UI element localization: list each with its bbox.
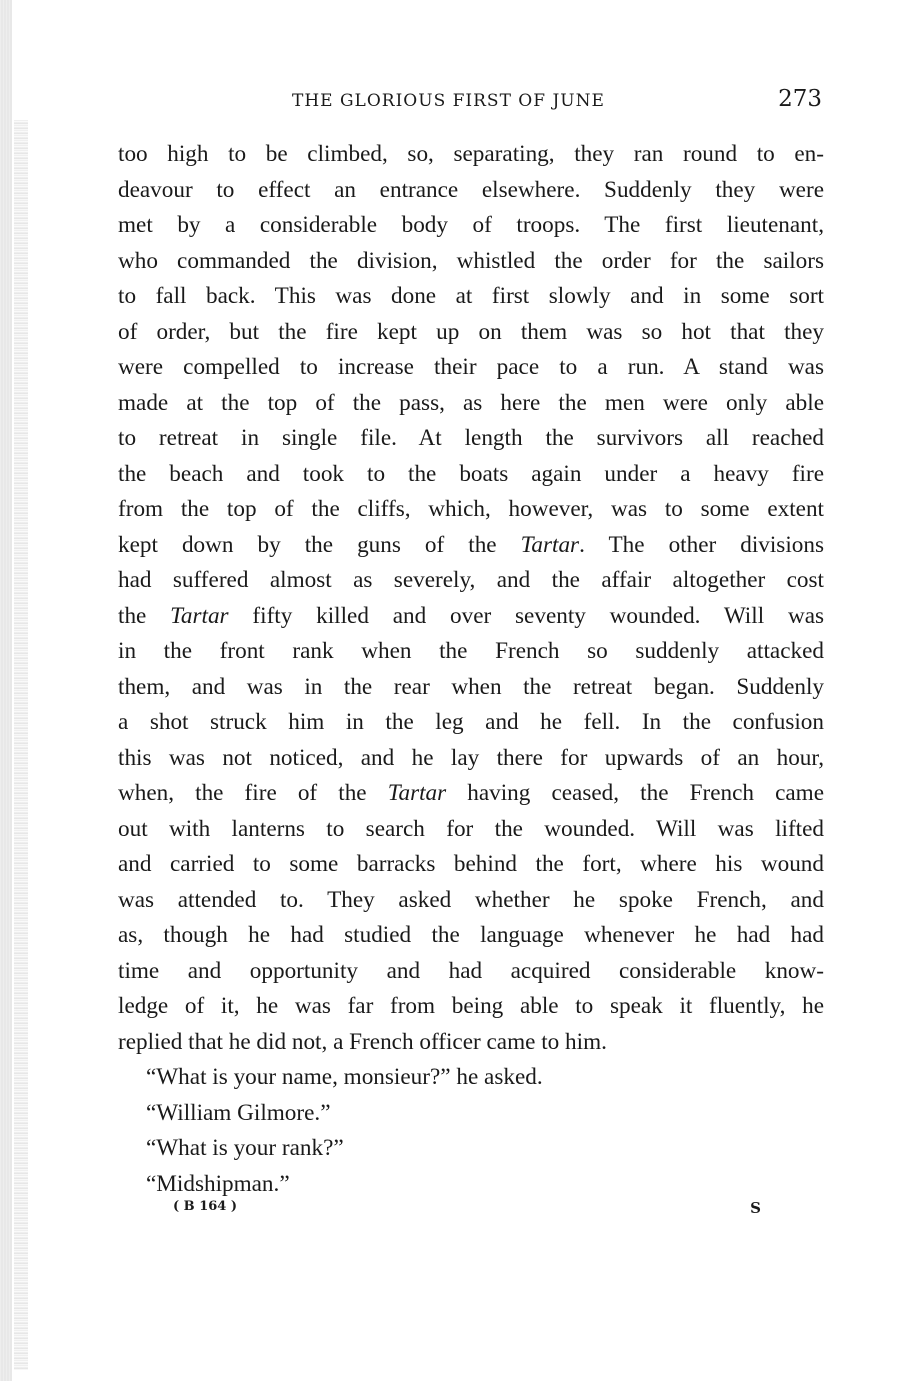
page-number: 273 (778, 86, 822, 112)
dialogue-line: “What is your rank?” (146, 1135, 344, 1161)
text-line: who commanded the division, whistled the order for the sailors (118, 247, 824, 274)
ship-name: Tartar (387, 780, 447, 806)
text-line: from the top of the cliffs, which, however, was to some extent (118, 496, 824, 522)
dialogue-line: “What is your name, monsieur?” he asked. (146, 1064, 543, 1090)
text-line: deavour to effect an entrance elsewhere. Suddenly they were (118, 176, 824, 203)
ship-name: Tartar (520, 531, 580, 558)
body-text (118, 137, 824, 1202)
text-line: met by a considerable body of troops. The first lieutenant, (118, 212, 824, 238)
text-line: out with lanterns to search for the wounded. Will was lifted (118, 815, 824, 842)
text-line: a shot struck him in the leg and he fell. In the confusion (118, 709, 824, 735)
text-line: when, the fire of the Tartar having ceased, the French came (118, 780, 824, 806)
text-line: of order, but the fire kept up on them was so hot that they (118, 318, 824, 345)
text-line: to retreat in single file. At length the survivors all reached (118, 425, 824, 451)
text-line: ledge of it, he was far from being able to speak it fluently, he (118, 993, 824, 1019)
text-line: made at the top of the pass, as here the men were only able (118, 389, 824, 416)
page-header (118, 86, 822, 118)
sheet-mark: S (750, 1199, 761, 1217)
printer-signature: ( B 164 ) (173, 1199, 238, 1214)
binding-edge-shadow (0, 0, 12, 1381)
text-line: to fall back. This was done at first slowly and in some sort (118, 283, 824, 309)
text-line: as, though he had studied the language whenever he had had (118, 922, 824, 948)
text-line: too high to be climbed, so, separating, they ran round to en- (118, 141, 824, 167)
ship-name: Tartar (170, 602, 229, 629)
binding-edge-texture (14, 120, 28, 1370)
text-line: were compelled to increase their pace to a run. A stand was (118, 354, 824, 380)
text-line: this was not noticed, and he lay there for upwards of an hour, (118, 744, 824, 771)
text-line: was attended to. They asked whether he spoke French, and (118, 886, 824, 913)
text-line: the Tartar fifty killed and over seventy wounded. Will was (118, 602, 825, 629)
page-footer (173, 1199, 761, 1219)
text-line: time and opportunity and had acquired considerable know- (118, 957, 824, 984)
text-line: them, and was in the rear when the retreat began. Suddenly (118, 673, 824, 700)
text-line: had suffered almost as severely, and the affair altogether cost (118, 567, 824, 593)
dialogue-line: “Midshipman.” (146, 1170, 290, 1197)
running-head: THE GLORIOUS FIRST OF JUNE (292, 91, 605, 111)
dialogue-line: “William Gilmore.” (146, 1099, 331, 1126)
text-line: the beach and took to the boats again under a heavy fire (118, 460, 824, 487)
text-line: kept down by the guns of the Tartar. The other divisions (118, 531, 824, 558)
text-line: in the front rank when the French so suddenly attacked (118, 638, 824, 664)
text-line: replied that he did not, a French officer came to him. (118, 1028, 607, 1055)
text-line: and carried to some barracks behind the fort, where his wound (118, 851, 824, 877)
